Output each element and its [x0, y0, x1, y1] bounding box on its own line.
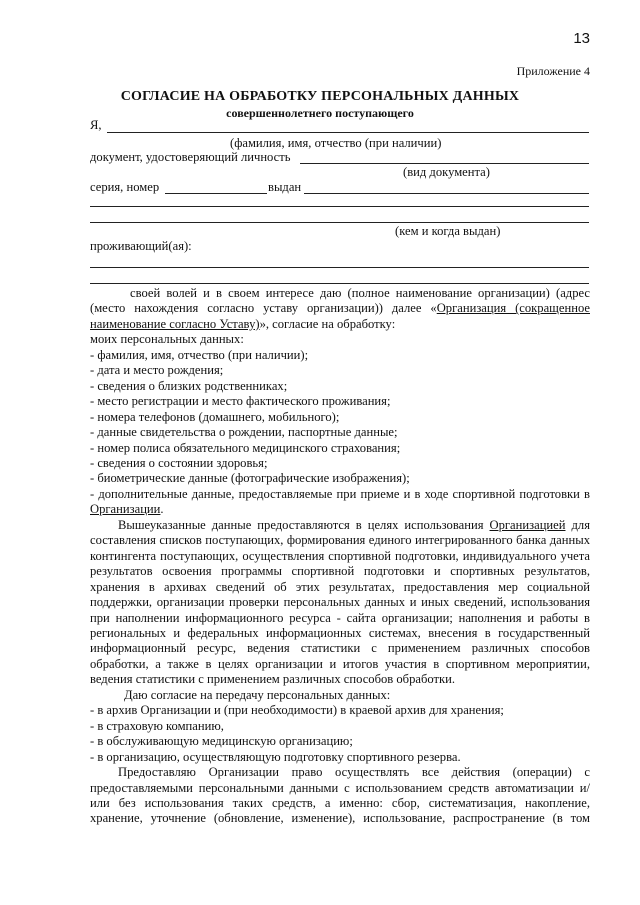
- purpose-text-1: Вышеуказанные данные предоставляются в целях использования: [118, 517, 490, 532]
- data-item: - данные свидетельства о рождении, паспортные данные;: [90, 425, 398, 440]
- ya-label: Я,: [90, 118, 102, 132]
- intro-paragraph: [90, 286, 590, 332]
- data-item: - дата и место рождения;: [90, 363, 224, 378]
- document-subtitle: совершеннолетнего поступающего: [226, 106, 414, 120]
- transfer-item: - в организацию, осуществляющую подготовку спортивного резерва.: [90, 749, 461, 764]
- data-item: - сведения о состоянии здоровья;: [90, 455, 268, 470]
- organization-link: Организации: [90, 502, 161, 517]
- transfer-label: Даю согласие на передачу персональных данных:: [124, 687, 391, 702]
- doc-hint: (вид документа): [403, 165, 490, 179]
- data-item: - место регистрации и место фактического проживания;: [90, 394, 391, 409]
- extra-item-end: .: [160, 502, 164, 517]
- fio-line[interactable]: [107, 132, 589, 133]
- issued-label: выдан: [268, 180, 302, 194]
- transfer-item: - в обслуживающую медицинскую организацию;: [90, 734, 353, 749]
- extra-data-item: [90, 487, 590, 518]
- series-label: серия, номер: [90, 180, 160, 194]
- transfer-item: - в страховую компанию,: [90, 718, 224, 733]
- data-item: - номера телефонов (домашнего, мобильного);: [90, 409, 340, 424]
- data-item: - биометрические данные (фотографические изображения);: [90, 471, 410, 486]
- intro-text-1: своей волей и в своем интересе даю (полное наименование организации) (адрес (место нахождения согласно уставу организации)) далее «: [90, 286, 590, 316]
- intro-text-2: », согласие на обработку:: [259, 316, 396, 331]
- rights-paragraph: Предоставляю Организации право осуществлять все действия (операции) с предоставляемыми персональными данными с использованием средств автоматизации и/или без использования таких средств, а именно: сбор, систематизация, накопление, хранение, уточнение (обновление, изменение), использование, распространение (в том: [90, 765, 590, 826]
- my-data-label: моих персональных данных:: [90, 332, 244, 347]
- page-number: 13: [573, 30, 590, 47]
- issued-line-2[interactable]: [90, 206, 589, 207]
- data-item: - номер полиса обязательного медицинского страхования;: [90, 440, 401, 455]
- organization-link-2: Организацией: [489, 517, 566, 532]
- extra-item-text: - дополнительные данные, предоставляемые при приеме и в ходе спортивной подготовки в: [90, 486, 590, 501]
- residing-label: проживающий(ая):: [90, 239, 192, 253]
- issued-hint: (кем и когда выдан): [395, 224, 501, 238]
- document-title: СОГЛАСИЕ НА ОБРАБОТКУ ПЕРСОНАЛЬНЫХ ДАННЫХ: [120, 89, 520, 104]
- transfer-item: - в архив Организации и (при необходимости) в краевой архив для хранения;: [90, 703, 504, 718]
- data-item: - фамилия, имя, отчество (при наличии);: [90, 347, 309, 362]
- transfer-items-list: [90, 703, 590, 765]
- residing-line-2[interactable]: [90, 283, 589, 284]
- issued-line[interactable]: [304, 193, 589, 194]
- purpose-text-2: для составления списков поступающих, формирования единого интегрированного банка данных контингента поступающих, осуществления спортивной подготовки, индивидуального учета результатов освоения программы спортивной подготовки и спортивных результатов, хранения в архивах сведений об этих результатах, предоставления мер социальной поддержки, организации проверки персональных данных и иных сведений, использования при наполнении информационного ресурса - сайта организации; наполнения и работы в региональных и федеральных информационных системах, внесения в государственный информационный ресурс, ведения статистики с применением различных способов обработки, а также в целях организации и итогов участия в спортивном мероприятии, ведения статистики с применением различных способов обработки.: [90, 517, 590, 687]
- residing-line[interactable]: [90, 267, 589, 268]
- consent-body: [90, 286, 590, 827]
- data-items-list: [90, 348, 590, 487]
- doc-label: документ, удостоверяющий личность: [90, 150, 291, 164]
- appendix-label: Приложение 4: [516, 64, 590, 78]
- doc-line[interactable]: [300, 163, 589, 164]
- issued-line-3[interactable]: [90, 222, 589, 223]
- organization-short-name: Организация (сокращенное наименование согласно Уставу): [90, 301, 590, 331]
- series-line[interactable]: [165, 193, 267, 194]
- purpose-paragraph: [90, 518, 590, 688]
- data-item: - сведения о близких родственниках;: [90, 378, 288, 393]
- fio-hint: (фамилия, имя, отчество (при наличии): [230, 136, 442, 150]
